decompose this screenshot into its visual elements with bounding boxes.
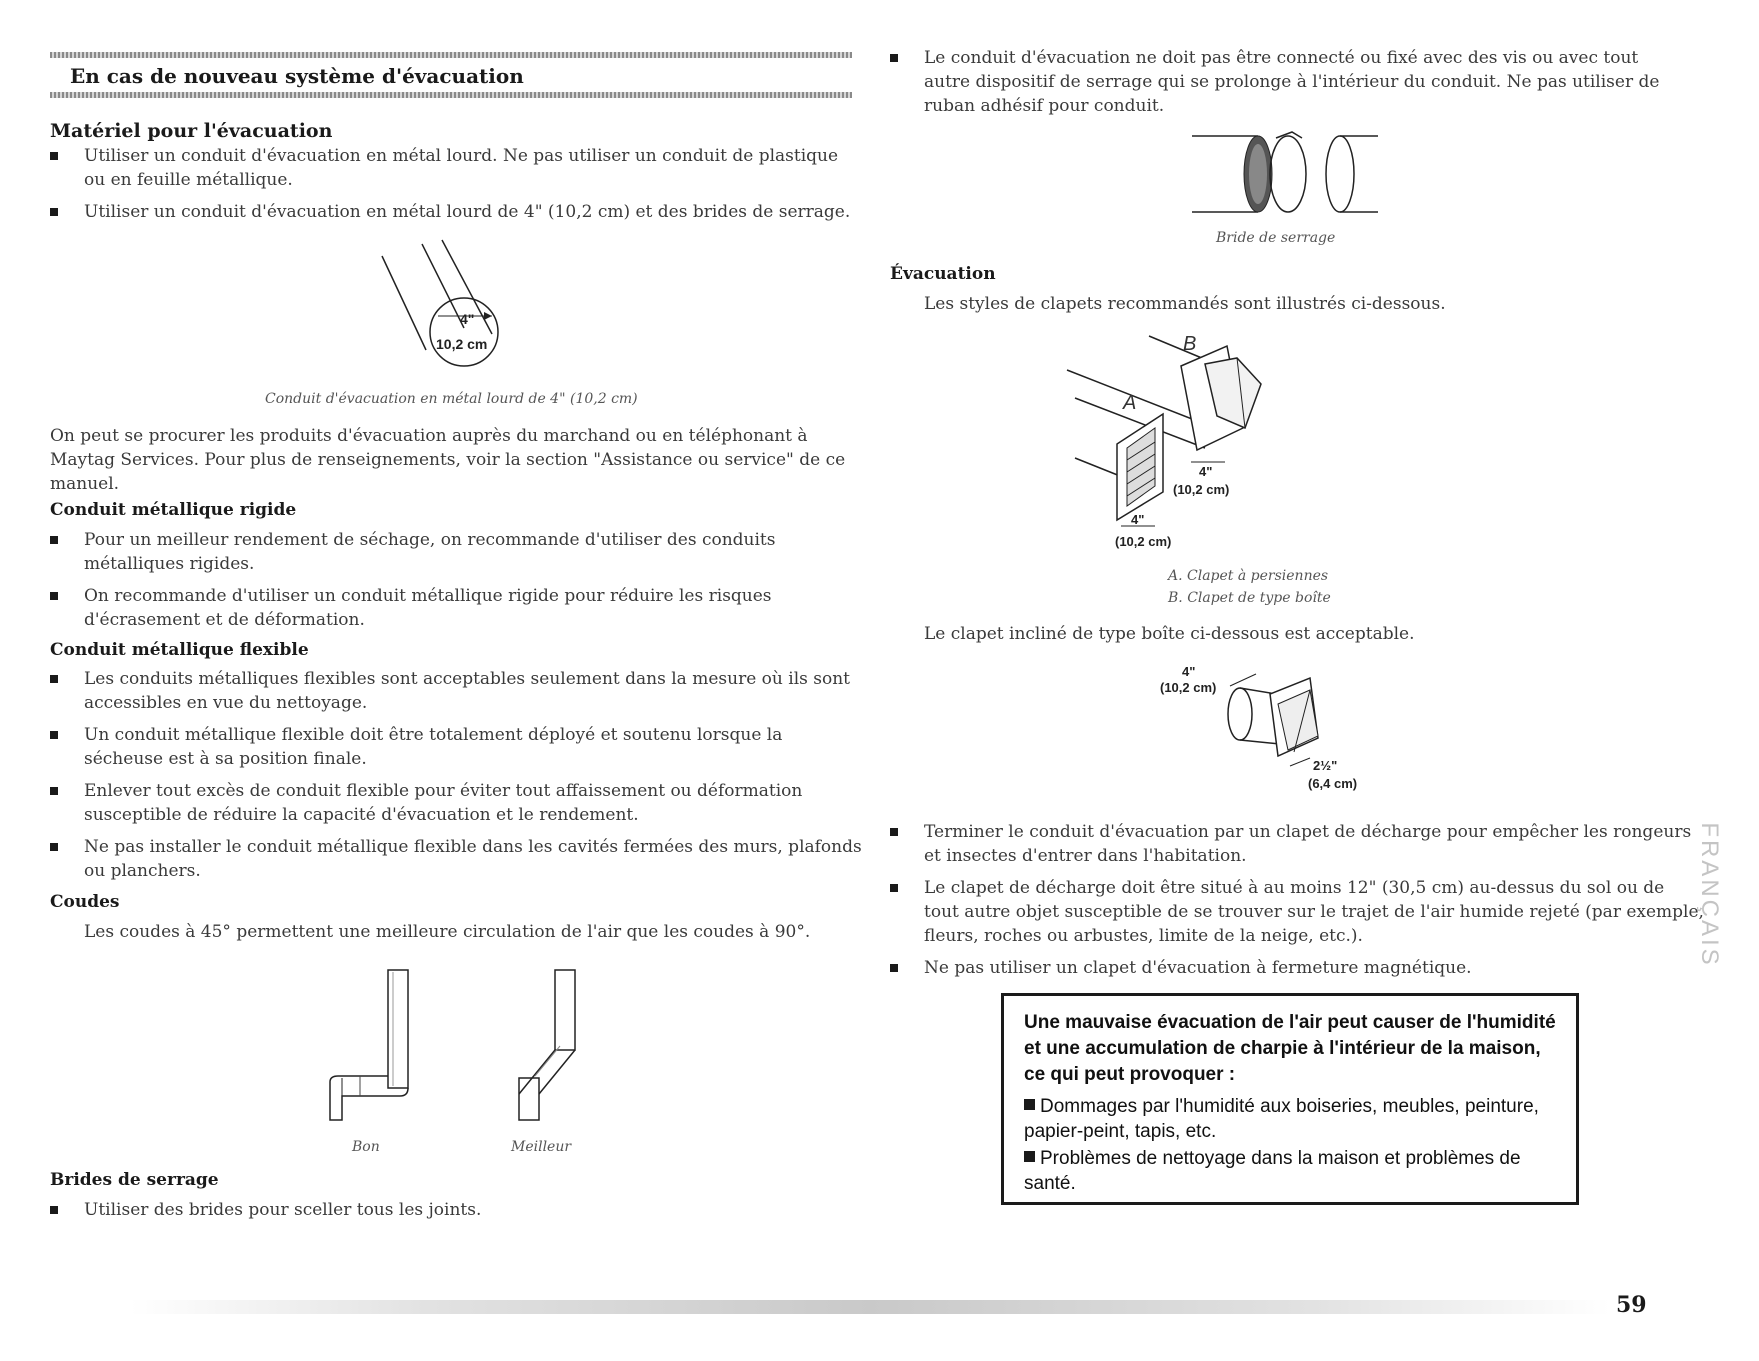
bullet-square-icon xyxy=(1024,1151,1035,1162)
incline-dim-bottom-cm: (6,4 cm) xyxy=(1308,776,1358,791)
incline-dim-top: 4" xyxy=(1182,664,1196,679)
heading-evacuation: Évacuation xyxy=(890,264,996,284)
hood-label-b: B xyxy=(1183,333,1197,355)
warning-title: Une mauvaise évacuation de l'air peut causer de l'humidité et une accumulation de charpie à l'intérieur de la maison, ce qui peut provoquer : xyxy=(1024,1012,1556,1085)
elbow-caption-bon: Bon xyxy=(352,1139,380,1155)
language-side-tab: FRANÇAIS xyxy=(1696,822,1723,968)
list-item: Le clapet de décharge doit être situé à au moins 12" (30,5 cm) au-dessus du sol ou de tout autre objet susceptible de se trouver sur le trajet de l'air humide rejeté (par exemple, fleurs, roches ou arbustes, limite de la neige, etc.). xyxy=(924,876,1704,948)
bullet-square-icon xyxy=(50,592,58,600)
list-item: On recommande d'utiliser un conduit métallique rigide pour réduire les risques d'écrasement et de déformation. xyxy=(84,584,804,632)
duct-figure-caption: Conduit d'évacuation en métal lourd de 4" (10,2 cm) xyxy=(265,391,638,407)
evacuation-paragraph: Les styles de clapets recommandés sont illustrés ci-dessous. xyxy=(924,294,1446,314)
section-title: En cas de nouveau système d'évacuation xyxy=(70,64,524,88)
warning-item: Dommages par l'humidité aux boiseries, meubles, peinture, papier-peint, tapis, etc. xyxy=(1024,1096,1539,1142)
warning-item: Problèmes de nettoyage dans la maison et problèmes de santé. xyxy=(1024,1148,1521,1194)
section-rule-top xyxy=(50,52,852,58)
hood-b-dim: 4" xyxy=(1199,464,1213,479)
bullet-square-icon xyxy=(50,152,58,160)
incline-paragraph: Le clapet incliné de type boîte ci-dessous est acceptable. xyxy=(924,624,1415,644)
list-item: Terminer le conduit d'évacuation par un clapet de décharge pour empêcher les rongeurs et insectes d'entrer dans l'habitation. xyxy=(924,820,1694,868)
section-rule-bottom xyxy=(50,92,852,98)
elbow-45-figure xyxy=(505,968,595,1128)
list-item: Utiliser des brides pour sceller tous les joints. xyxy=(84,1198,784,1222)
incline-dim-bottom: 2½" xyxy=(1313,758,1338,773)
list-item: Le conduit d'évacuation ne doit pas être connecté ou fixé avec des vis ou avec tout autre dispositif de serrage qui se prolonge à l'intérieur du conduit. Ne pas utiliser de ruban adhésif pour conduit. xyxy=(924,46,1684,118)
inclined-hood-figure xyxy=(1160,660,1380,800)
coudes-paragraph: Les coudes à 45° permettent une meilleure circulation de l'air que les coudes à 90°. xyxy=(84,922,811,942)
bullet-square-icon xyxy=(50,1206,58,1214)
list-item: Enlever tout excès de conduit flexible pour éviter tout affaissement ou déformation susceptible de réduire la capacité d'évacuation et le rendement. xyxy=(84,779,824,827)
vent-hoods-figure xyxy=(1065,328,1365,554)
elbow-90-figure xyxy=(320,968,420,1128)
hood-label-a: A xyxy=(1123,392,1137,414)
hood-a-dim-cm: (10,2 cm) xyxy=(1115,534,1172,549)
bullet-square-icon xyxy=(50,787,58,795)
bullet-square-icon xyxy=(890,828,898,836)
bullet-square-icon xyxy=(890,964,898,972)
clamp-caption: Bride de serrage xyxy=(1216,230,1336,246)
clamp-figure xyxy=(1190,128,1380,218)
intro-paragraph: On peut se procurer les produits d'évacuation auprès du marchand ou en téléphonant à Maytag Services. Pour plus de renseignements, voir la section "Assistance ou service" de ce manuel. xyxy=(50,426,846,494)
list-item: Un conduit métallique flexible doit être totalement déployé et soutenu lorsque la sécheuse est à sa position finale. xyxy=(84,723,804,771)
hood-caption-a: A. Clapet à persiennes xyxy=(1168,568,1329,584)
bullet-square-icon xyxy=(1024,1099,1035,1110)
list-item: Utiliser un conduit d'évacuation en métal lourd. Ne pas utiliser un conduit de plastique ou en feuille métallique. xyxy=(84,144,854,192)
heading-flexible: Conduit métallique flexible xyxy=(50,640,309,660)
incline-dim-top-cm: (10,2 cm) xyxy=(1160,680,1217,695)
bullet-square-icon xyxy=(50,536,58,544)
footer-rule xyxy=(130,1300,1610,1314)
hood-caption-b: B. Clapet de type boîte xyxy=(1168,590,1331,606)
heading-materiel: Matériel pour l'évacuation xyxy=(50,120,333,142)
heading-brides: Brides de serrage xyxy=(50,1170,219,1190)
bullet-square-icon xyxy=(50,208,58,216)
bullet-square-icon xyxy=(50,675,58,683)
list-item: Ne pas installer le conduit métallique flexible dans les cavités fermées des murs, plafonds ou planchers. xyxy=(84,835,864,883)
list-item: Ne pas utiliser un clapet d'évacuation à fermeture magnétique. xyxy=(924,956,1684,980)
list-item: Utiliser un conduit d'évacuation en métal lourd de 4" (10,2 cm) et des brides de serrage. xyxy=(84,200,864,224)
elbow-caption-meilleur: Meilleur xyxy=(511,1139,572,1155)
list-item: Les conduits métalliques flexibles sont acceptables seulement dans la mesure où ils sont accessibles en vue du nettoyage. xyxy=(84,667,864,715)
heading-coudes: Coudes xyxy=(50,892,120,912)
heading-rigide: Conduit métallique rigide xyxy=(50,500,297,520)
hood-b-dim-cm: (10,2 cm) xyxy=(1173,482,1230,497)
duct-dim-cm: 10,2 cm xyxy=(436,336,488,352)
bullet-square-icon xyxy=(890,884,898,892)
list-item: Pour un meilleur rendement de séchage, on recommande d'utiliser des conduits métalliques rigides. xyxy=(84,528,784,576)
page-number: 59 xyxy=(1616,1292,1647,1318)
metal-duct-figure xyxy=(380,238,520,376)
bullet-square-icon xyxy=(50,731,58,739)
warning-box xyxy=(1001,993,1579,1205)
hood-a-dim: 4" xyxy=(1131,512,1145,527)
bullet-square-icon xyxy=(890,54,898,62)
bullet-square-icon xyxy=(50,843,58,851)
duct-dim-inch: 4" xyxy=(460,311,475,327)
